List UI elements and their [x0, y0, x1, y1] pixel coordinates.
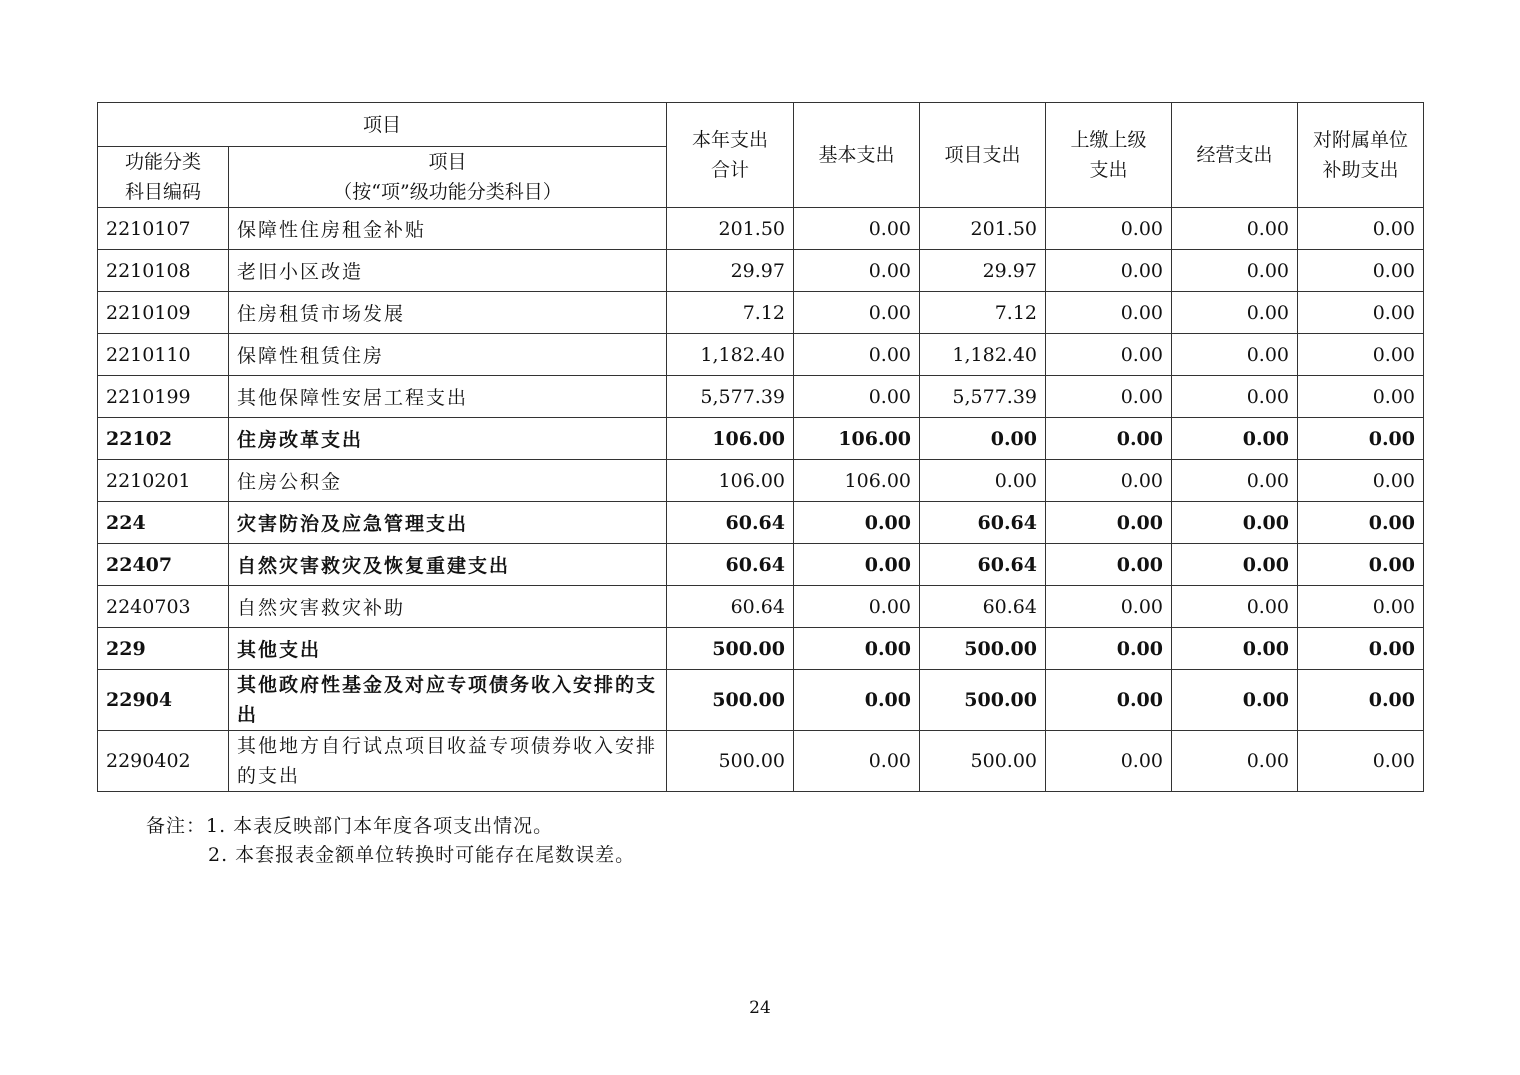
cell-name: 住房公积金 — [229, 460, 667, 502]
cell-code: 2210108 — [98, 250, 229, 292]
cell-code: 2240703 — [98, 586, 229, 628]
cell-project: 500.00 — [920, 628, 1046, 670]
header-project: 项目支出 — [920, 103, 1046, 208]
cell-basic: 106.00 — [794, 460, 920, 502]
cell-superior: 0.00 — [1046, 376, 1172, 418]
cell-total: 60.64 — [667, 502, 794, 544]
cell-name: 自然灾害救灾补助 — [229, 586, 667, 628]
header-basic: 基本支出 — [794, 103, 920, 208]
cell-name: 自然灾害救灾及恢复重建支出 — [229, 544, 667, 586]
cell-basic: 0.00 — [794, 628, 920, 670]
cell-superior: 0.00 — [1046, 208, 1172, 250]
table-row — [98, 586, 1424, 628]
cell-project: 60.64 — [920, 586, 1046, 628]
table-body — [98, 208, 1424, 792]
cell-operating: 0.00 — [1172, 544, 1298, 586]
cell-code: 2210110 — [98, 334, 229, 376]
header-code — [98, 147, 229, 208]
cell-superior: 0.00 — [1046, 250, 1172, 292]
cell-total: 60.64 — [667, 586, 794, 628]
cell-superior: 0.00 — [1046, 731, 1172, 792]
note-row-1 — [146, 812, 635, 841]
cell-name: 其他政府性基金及对应专项债务收入安排的支出 — [229, 670, 667, 731]
cell-code: 2210107 — [98, 208, 229, 250]
cell-operating: 0.00 — [1172, 628, 1298, 670]
header-project-group: 项目 — [98, 103, 667, 147]
header-code-line-2: 科目编码 — [124, 181, 201, 203]
header-operating: 经营支出 — [1172, 103, 1298, 208]
table-row — [98, 670, 1424, 731]
cell-total: 500.00 — [667, 731, 794, 792]
cell-subsidy: 0.00 — [1298, 586, 1424, 628]
cell-superior: 0.00 — [1046, 502, 1172, 544]
notes-prefix: 备注： — [146, 815, 207, 837]
cell-project: 60.64 — [920, 544, 1046, 586]
cell-name: 老旧小区改造 — [229, 250, 667, 292]
cell-superior: 0.00 — [1046, 418, 1172, 460]
cell-operating: 0.00 — [1172, 670, 1298, 731]
cell-name: 灾害防治及应急管理支出 — [229, 502, 667, 544]
cell-superior: 0.00 — [1046, 460, 1172, 502]
header-subsidy — [1298, 103, 1424, 208]
cell-code: 224 — [98, 502, 229, 544]
header-total-line-1: 本年支出 — [691, 129, 768, 151]
table-row — [98, 544, 1424, 586]
cell-subsidy: 0.00 — [1298, 670, 1424, 731]
cell-subsidy: 0.00 — [1298, 502, 1424, 544]
cell-code: 22102 — [98, 418, 229, 460]
cell-basic: 0.00 — [794, 731, 920, 792]
cell-basic: 106.00 — [794, 418, 920, 460]
header-code-line-1: 功能分类 — [124, 151, 201, 173]
cell-project: 5,577.39 — [920, 376, 1046, 418]
cell-total: 1,182.40 — [667, 334, 794, 376]
cell-subsidy: 0.00 — [1298, 628, 1424, 670]
cell-subsidy: 0.00 — [1298, 208, 1424, 250]
cell-project: 29.97 — [920, 250, 1046, 292]
cell-name: 保障性租赁住房 — [229, 334, 667, 376]
cell-project: 500.00 — [920, 670, 1046, 731]
cell-subsidy: 0.00 — [1298, 334, 1424, 376]
cell-code: 22407 — [98, 544, 229, 586]
cell-operating: 0.00 — [1172, 731, 1298, 792]
header-total-line-2: 合计 — [710, 159, 749, 181]
cell-project: 500.00 — [920, 731, 1046, 792]
cell-name: 其他支出 — [229, 628, 667, 670]
cell-operating: 0.00 — [1172, 418, 1298, 460]
cell-operating: 0.00 — [1172, 586, 1298, 628]
cell-code: 22904 — [98, 670, 229, 731]
cell-superior: 0.00 — [1046, 334, 1172, 376]
cell-subsidy: 0.00 — [1298, 460, 1424, 502]
cell-code: 2210201 — [98, 460, 229, 502]
cell-operating: 0.00 — [1172, 250, 1298, 292]
table-row — [98, 731, 1424, 792]
table-row — [98, 628, 1424, 670]
cell-total: 106.00 — [667, 460, 794, 502]
cell-superior: 0.00 — [1046, 586, 1172, 628]
header-superior-line-2: 支出 — [1089, 159, 1128, 181]
header-total — [667, 103, 794, 208]
note-row-2 — [146, 841, 635, 870]
table-row — [98, 250, 1424, 292]
cell-project: 0.00 — [920, 460, 1046, 502]
cell-basic: 0.00 — [794, 544, 920, 586]
cell-name: 其他保障性安居工程支出 — [229, 376, 667, 418]
cell-name: 住房租赁市场发展 — [229, 292, 667, 334]
cell-subsidy: 0.00 — [1298, 544, 1424, 586]
cell-basic: 0.00 — [794, 208, 920, 250]
header-subsidy-line-2: 补助支出 — [1322, 159, 1399, 181]
expenditure-table — [97, 102, 1424, 792]
cell-operating: 0.00 — [1172, 376, 1298, 418]
cell-project: 60.64 — [920, 502, 1046, 544]
header-name — [229, 147, 667, 208]
header-superior-line-1: 上缴上级 — [1070, 129, 1147, 151]
cell-project: 0.00 — [920, 418, 1046, 460]
table-row — [98, 334, 1424, 376]
cell-total: 500.00 — [667, 628, 794, 670]
cell-operating: 0.00 — [1172, 460, 1298, 502]
cell-operating: 0.00 — [1172, 334, 1298, 376]
cell-subsidy: 0.00 — [1298, 418, 1424, 460]
table-row — [98, 376, 1424, 418]
header-name-line-1: 项目 — [428, 151, 467, 173]
cell-operating: 0.00 — [1172, 292, 1298, 334]
cell-subsidy: 0.00 — [1298, 376, 1424, 418]
table-row — [98, 292, 1424, 334]
notes — [146, 812, 635, 870]
cell-basic: 0.00 — [794, 334, 920, 376]
cell-basic: 0.00 — [794, 250, 920, 292]
cell-superior: 0.00 — [1046, 628, 1172, 670]
cell-basic: 0.00 — [794, 670, 920, 731]
cell-total: 29.97 — [667, 250, 794, 292]
cell-name: 保障性住房租金补贴 — [229, 208, 667, 250]
cell-basic: 0.00 — [794, 376, 920, 418]
cell-total: 5,577.39 — [667, 376, 794, 418]
cell-total: 60.64 — [667, 544, 794, 586]
cell-project: 201.50 — [920, 208, 1046, 250]
cell-basic: 0.00 — [794, 292, 920, 334]
note-item-1: 1. 本表反映部门本年度各项支出情况。 — [206, 815, 554, 837]
table-row — [98, 460, 1424, 502]
header-name-line-2: （按“项”级功能分类科目） — [333, 181, 562, 203]
cell-total: 201.50 — [667, 208, 794, 250]
cell-project: 7.12 — [920, 292, 1046, 334]
cell-code: 2210109 — [98, 292, 229, 334]
cell-project: 1,182.40 — [920, 334, 1046, 376]
cell-superior: 0.00 — [1046, 544, 1172, 586]
cell-basic: 0.00 — [794, 502, 920, 544]
note-item-2: 2. 本套报表金额单位转换时可能存在尾数误差。 — [208, 844, 636, 866]
cell-name: 其他地方自行试点项目收益专项债券收入安排的支出 — [229, 731, 667, 792]
cell-operating: 0.00 — [1172, 502, 1298, 544]
table-row — [98, 418, 1424, 460]
cell-operating: 0.00 — [1172, 208, 1298, 250]
header-subsidy-line-1: 对附属单位 — [1312, 129, 1408, 151]
cell-basic: 0.00 — [794, 586, 920, 628]
cell-superior: 0.00 — [1046, 670, 1172, 731]
page-number: 24 — [749, 998, 771, 1018]
table-row — [98, 208, 1424, 250]
cell-subsidy: 0.00 — [1298, 250, 1424, 292]
cell-subsidy: 0.00 — [1298, 731, 1424, 792]
cell-total: 7.12 — [667, 292, 794, 334]
cell-subsidy: 0.00 — [1298, 292, 1424, 334]
header-superior — [1046, 103, 1172, 208]
cell-superior: 0.00 — [1046, 292, 1172, 334]
cell-name: 住房改革支出 — [229, 418, 667, 460]
cell-code: 229 — [98, 628, 229, 670]
cell-code: 2290402 — [98, 731, 229, 792]
cell-total: 106.00 — [667, 418, 794, 460]
cell-code: 2210199 — [98, 376, 229, 418]
cell-total: 500.00 — [667, 670, 794, 731]
table-row — [98, 502, 1424, 544]
